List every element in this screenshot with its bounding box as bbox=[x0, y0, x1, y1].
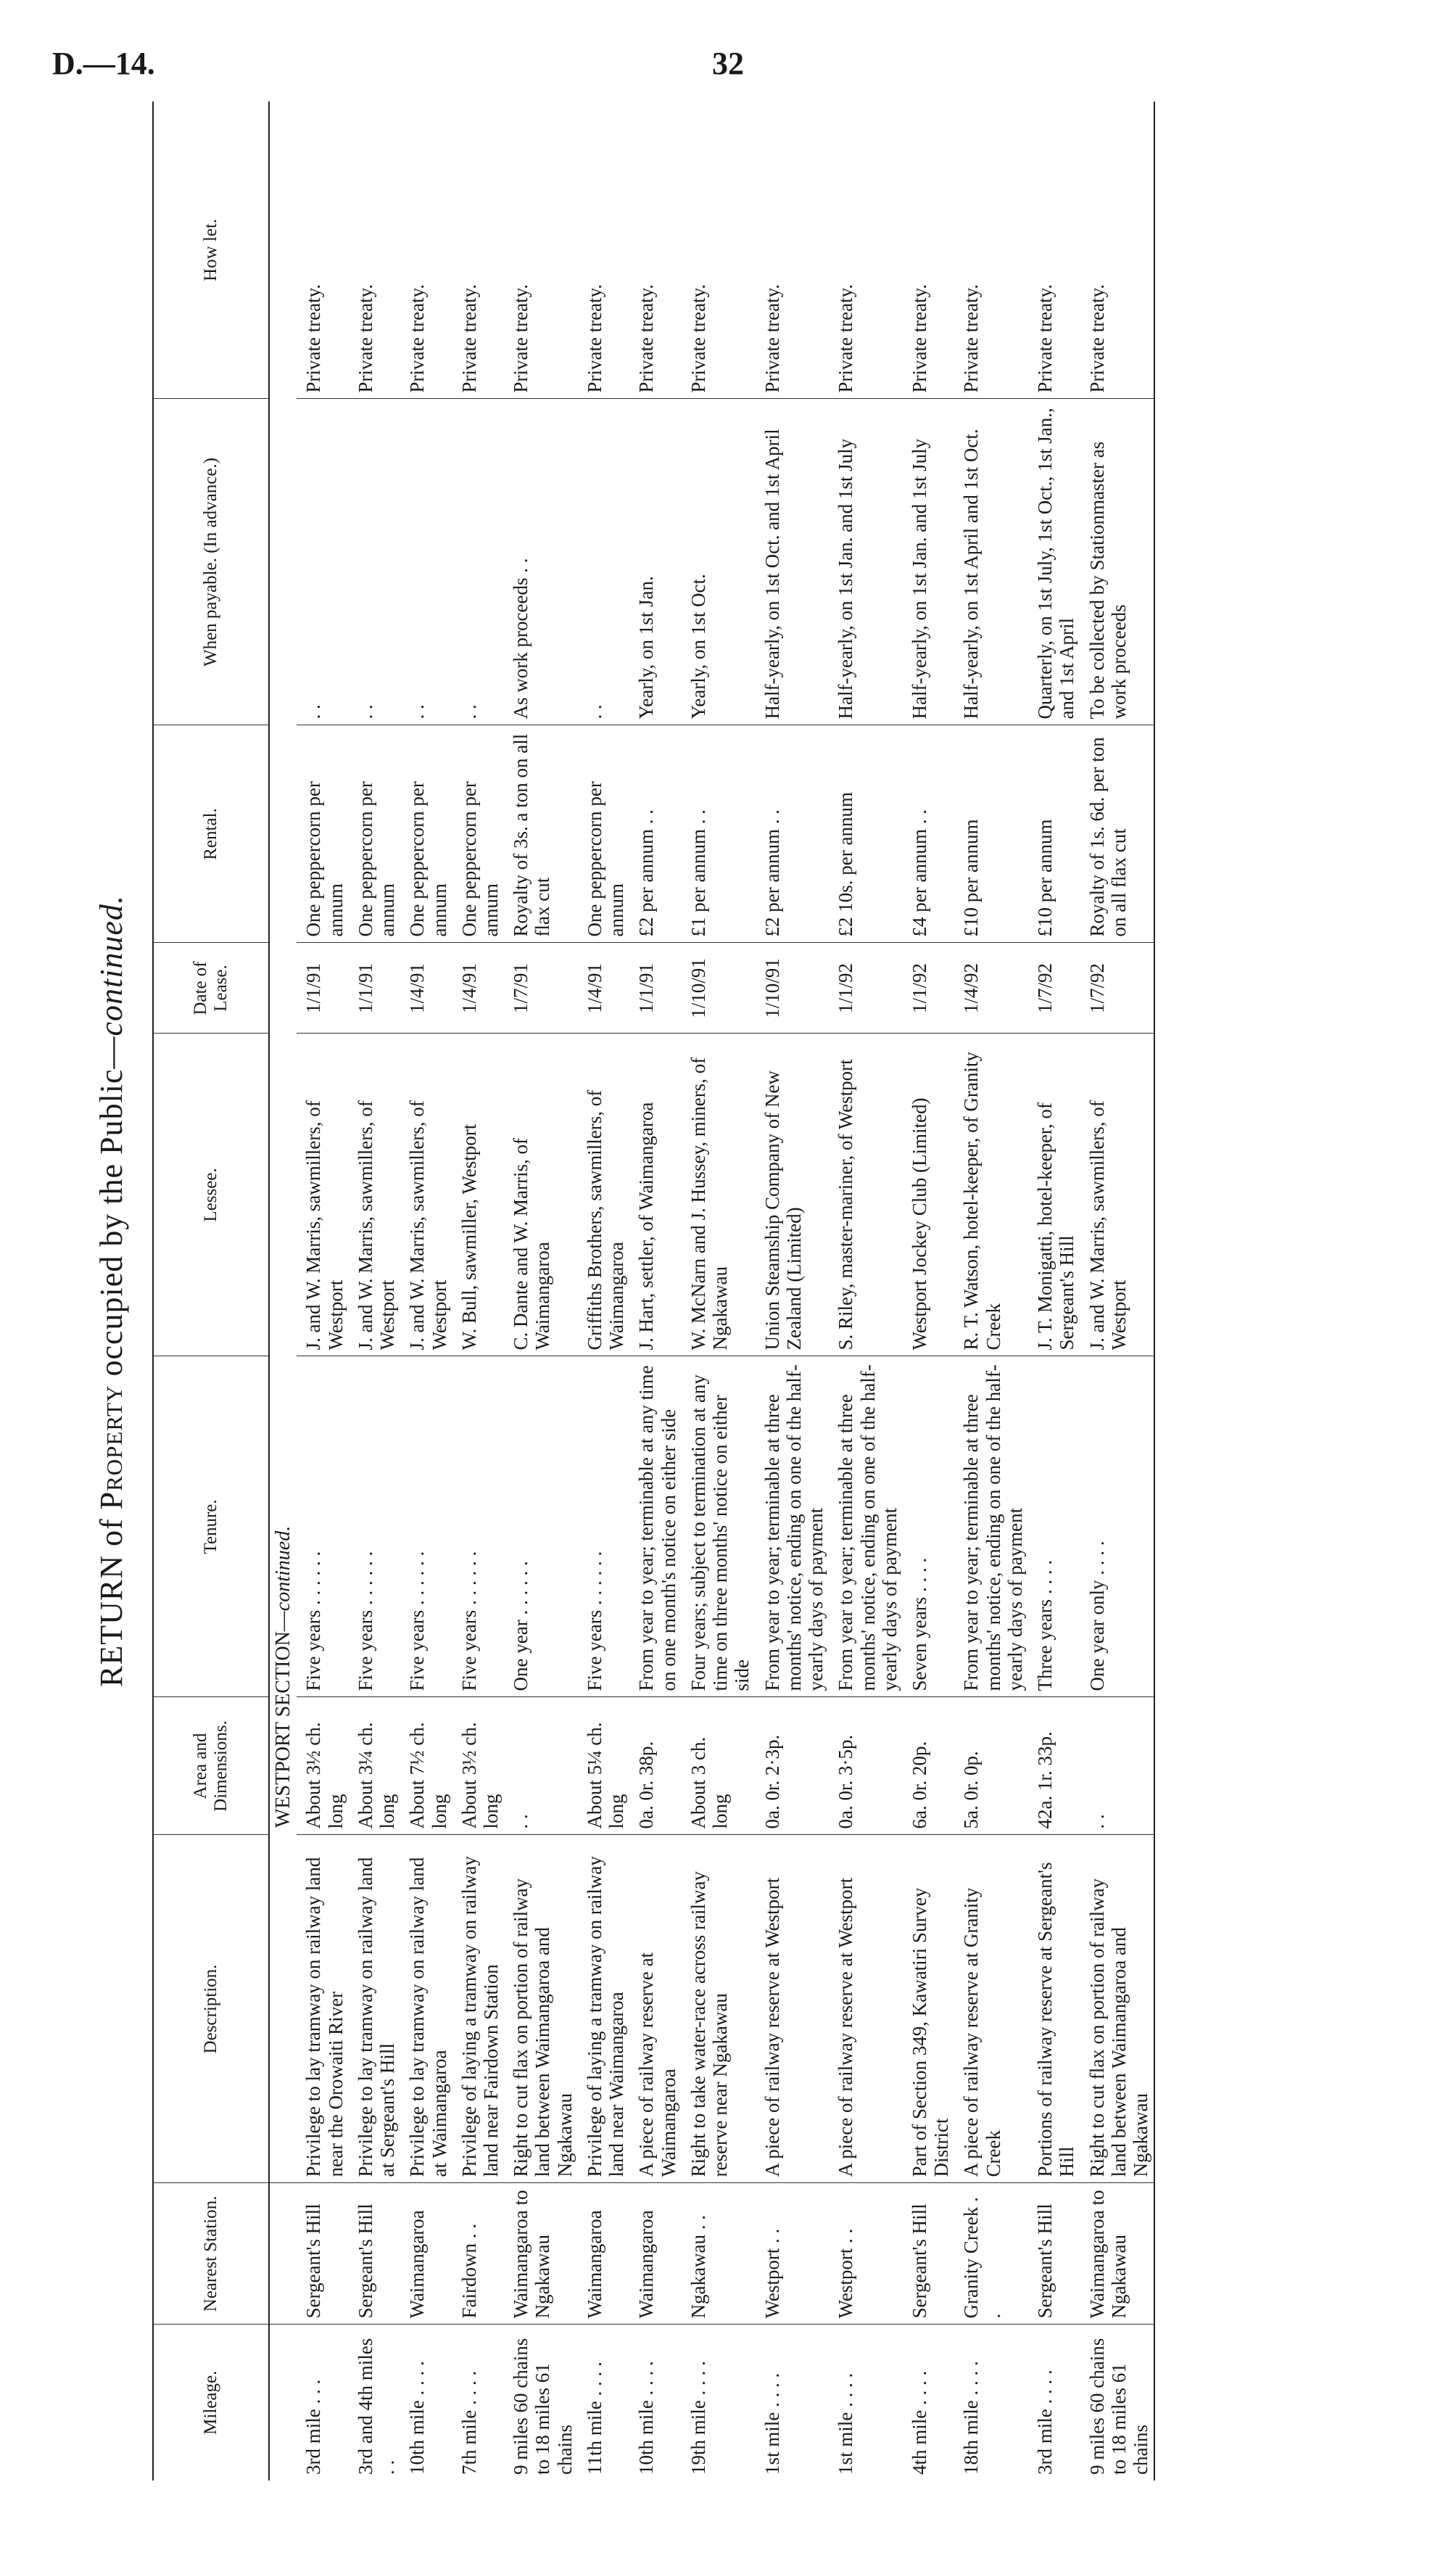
cell-station: Fairdown . . bbox=[452, 2183, 504, 2325]
cell-date: 1/7/91 bbox=[504, 943, 578, 1034]
cell-description: A piece of railway reserve at Westport bbox=[756, 1835, 830, 2183]
page-number: 32 bbox=[712, 46, 744, 81]
cell-station: Waimangaroa bbox=[400, 2183, 452, 2325]
table-row bbox=[452, 102, 504, 2480]
cell-date: 1/4/91 bbox=[452, 943, 504, 1034]
cell-how-let: Private treaty. bbox=[297, 102, 348, 399]
cell-mileage: 10th mile . . . . bbox=[635, 2361, 658, 2475]
cell-mileage: 9 miles 60 chains to 18 miles 61 chains bbox=[1080, 2325, 1155, 2480]
cell-area: . . bbox=[1080, 1697, 1155, 1835]
cell-description: Right to take water-race across railway reserve near Ngakawau bbox=[682, 1835, 756, 2183]
cell-tenure: Five years . . . . . . bbox=[452, 1356, 504, 1697]
cell-date: 1/4/91 bbox=[578, 943, 629, 1034]
cell-tenure: Five years . . . . . . bbox=[297, 1356, 348, 1697]
cell-how-let: Private treaty. bbox=[400, 102, 452, 399]
cell-date: 1/4/91 bbox=[400, 943, 452, 1034]
cell-mileage: 3rd mile . . . bbox=[302, 2379, 325, 2475]
cell-area: About 3½ ch. long bbox=[297, 1697, 348, 1835]
cell-lessee: W. McNarn and J. Hussey, miners, of Ngakawau bbox=[682, 1034, 756, 1356]
cell-description: Portions of railway reserve at Sergeant's Hill bbox=[1028, 1835, 1080, 2183]
cell-rental: One peppercorn per annum bbox=[400, 725, 452, 943]
cell-lessee: J. and W. Marris, sawmillers, of Westport bbox=[400, 1034, 452, 1356]
cell-date: 1/1/91 bbox=[297, 943, 348, 1034]
cell-tenure: One year only . . . . bbox=[1080, 1356, 1155, 1697]
cell-how-let: Private treaty. bbox=[349, 102, 400, 399]
cell-lessee: W. Bull, sawmiller, Westport bbox=[452, 1034, 504, 1356]
cell-station: Waimangaroa bbox=[629, 2183, 681, 2325]
cell-area: 42a. 1r. 33p. bbox=[1028, 1697, 1080, 1835]
cell-lessee: J. Hart, settler, of Waimangaroa bbox=[629, 1034, 681, 1356]
cell-date: 1/1/91 bbox=[349, 943, 400, 1034]
title-suffix: continued. bbox=[94, 894, 129, 1036]
cell-area: 0a. 0r. 38p. bbox=[629, 1697, 681, 1835]
page-reference: D.—14. bbox=[52, 46, 155, 81]
cell-tenure: From year to year; terminable at any time on one month's notice on either side bbox=[629, 1356, 681, 1697]
title-middle: occupied by the Public— bbox=[94, 1036, 129, 1385]
col-when-payable: When payable. (In advance.) bbox=[153, 399, 269, 725]
cell-how-let: Private treaty. bbox=[629, 102, 681, 399]
cell-date: 1/10/91 bbox=[756, 943, 830, 1034]
cell-rental: £2 10s. per annum bbox=[829, 725, 903, 943]
cell-area: . . bbox=[504, 1697, 578, 1835]
cell-rental: One peppercorn per annum bbox=[452, 725, 504, 943]
cell-description: Part of Section 349, Kawatiri Survey District bbox=[903, 1835, 954, 2183]
cell-tenure: Four years; subject to termination at any time on three months' notice on either side bbox=[682, 1356, 756, 1697]
cell-rental: Royalty of 3s. a ton on all flax cut bbox=[504, 725, 578, 943]
cell-payable: Yearly, on 1st Jan. bbox=[629, 399, 681, 725]
cell-date: 1/1/91 bbox=[629, 943, 681, 1034]
cell-station: Sergeant's Hill bbox=[297, 2183, 348, 2325]
table-row bbox=[954, 102, 1028, 2480]
cell-area: About 3 ch. long bbox=[682, 1697, 756, 1835]
section-name: WESTPORT SECTION— bbox=[272, 1611, 294, 1828]
table-row bbox=[629, 102, 681, 2480]
cell-area: About 7½ ch. long bbox=[400, 1697, 452, 1835]
col-description: Description. bbox=[153, 1835, 269, 2183]
cell-payable: Half-yearly, on 1st Oct. and 1st April bbox=[756, 399, 830, 725]
cell-how-let: Private treaty. bbox=[452, 102, 504, 399]
cell-payable: Yearly, on 1st Oct. bbox=[682, 399, 756, 725]
cell-date: 1/1/92 bbox=[829, 943, 903, 1034]
cell-mileage: 10th mile . . . . bbox=[406, 2361, 429, 2475]
table-row bbox=[349, 102, 400, 2480]
table-row bbox=[578, 102, 629, 2480]
cell-date: 1/7/92 bbox=[1028, 943, 1080, 1034]
col-rental: Rental. bbox=[153, 725, 269, 943]
cell-payable: As work proceeds . . bbox=[504, 399, 578, 725]
cell-tenure: One year . . . . . . bbox=[504, 1356, 578, 1697]
cell-station: Sergeant's Hill bbox=[903, 2183, 954, 2325]
cell-date: 1/10/91 bbox=[682, 943, 756, 1034]
cell-mileage: 11th mile . . . . bbox=[583, 2362, 605, 2475]
cell-description: A piece of railway reserve at Westport bbox=[829, 1835, 903, 2183]
cell-mileage: 19th mile . . . . bbox=[687, 2361, 709, 2475]
document-title bbox=[93, 102, 130, 2480]
cell-description: Right to cut flax on portion of railway land between Waimangaroa and Ngakawau bbox=[504, 1835, 578, 2183]
cell-payable: Quarterly, on 1st July, 1st Oct., 1st Jan., and 1st April bbox=[1028, 399, 1080, 725]
cell-area: 6a. 0r. 20p. bbox=[903, 1697, 954, 1835]
cell-mileage: 1st mile . . . . bbox=[835, 2372, 857, 2475]
cell-area: 0a. 0r. 3·5p. bbox=[829, 1697, 903, 1835]
cell-rental: £4 per annum . . bbox=[903, 725, 954, 943]
cell-description: A piece of railway reserve at Waimangaroa bbox=[629, 1835, 681, 2183]
cell-how-let: Private treaty. bbox=[682, 102, 756, 399]
cell-rental: £1 per annum . . bbox=[682, 725, 756, 943]
cell-tenure: Seven years . . . . bbox=[903, 1356, 954, 1697]
cell-payable: Half-yearly, on 1st Jan. and 1st July bbox=[829, 399, 903, 725]
cell-lessee: J. T. Monigatti, hotel-keeper, of Sergeant's Hill bbox=[1028, 1034, 1080, 1356]
cell-area: About 5¼ ch. long bbox=[578, 1697, 629, 1835]
cell-rental: One peppercorn per annum bbox=[297, 725, 348, 943]
cell-rental: £2 per annum . . bbox=[756, 725, 830, 943]
cell-station: Ngakawau . . bbox=[682, 2183, 756, 2325]
col-area: Area and Dimensions. bbox=[153, 1697, 269, 1835]
cell-description: Privilege to lay tramway on railway land at Waimangaroa bbox=[400, 1835, 452, 2183]
cell-lessee: Union Steamship Company of New Zealand (Limited) bbox=[756, 1034, 830, 1356]
cell-payable: . . bbox=[578, 399, 629, 725]
table-row bbox=[1080, 102, 1155, 2480]
cell-area: 5a. 0r. 0p. bbox=[954, 1697, 1028, 1835]
table-row bbox=[903, 102, 954, 2480]
cell-area: About 3¼ ch. long bbox=[349, 1697, 400, 1835]
section-suffix: continued. bbox=[272, 1525, 294, 1612]
col-tenure: Tenure. bbox=[153, 1356, 269, 1697]
cell-station: Waimangaroa to Ngakawau bbox=[504, 2183, 578, 2325]
cell-description: Privilege of laying a tramway on railway land near Fairdown Station bbox=[452, 1835, 504, 2183]
cell-station: Sergeant's Hill bbox=[349, 2183, 400, 2325]
col-nearest-station: Nearest Station. bbox=[153, 2183, 269, 2325]
cell-lessee: R. T. Watson, hotel-keeper, of Granity Creek bbox=[954, 1034, 1028, 1356]
cell-lessee: J. and W. Marris, sawmillers, of Westport bbox=[297, 1034, 348, 1356]
cell-payable: . . bbox=[400, 399, 452, 725]
cell-station: Westport . . bbox=[829, 2183, 903, 2325]
cell-lessee: C. Dante and W. Marris, of Waimangaroa bbox=[504, 1034, 578, 1356]
cell-payable: Half-yearly, on 1st Jan. and 1st July bbox=[903, 399, 954, 725]
cell-how-let: Private treaty. bbox=[829, 102, 903, 399]
cell-how-let: Private treaty. bbox=[1028, 102, 1080, 399]
property-table bbox=[152, 102, 1155, 2480]
section-row bbox=[269, 102, 297, 2480]
cell-how-let: Private treaty. bbox=[903, 102, 954, 399]
cell-description: A piece of railway reserve at Granity Creek bbox=[954, 1835, 1028, 2183]
cell-station: Granity Creek . . bbox=[954, 2183, 1028, 2325]
cell-station: Waimangaroa to Ngakawau bbox=[1080, 2183, 1155, 2325]
cell-payable: . . bbox=[297, 399, 348, 725]
header-row bbox=[153, 102, 269, 2480]
cell-mileage: 18th mile . . . . bbox=[960, 2361, 983, 2475]
table-row bbox=[504, 102, 578, 2480]
cell-lessee: Westport Jockey Club (Limited) bbox=[903, 1034, 954, 1356]
cell-rental: £2 per annum . . bbox=[629, 725, 681, 943]
cell-lessee: Griffiths Brothers, sawmillers, of Waimangaroa bbox=[578, 1034, 629, 1356]
cell-date: 1/4/92 bbox=[954, 943, 1028, 1034]
cell-how-let: Private treaty. bbox=[1080, 102, 1155, 399]
cell-station: Westport . . bbox=[756, 2183, 830, 2325]
cell-mileage: 9 miles 60 chains to 18 miles 61 chains bbox=[510, 2338, 576, 2475]
col-how-let: How let. bbox=[153, 102, 269, 399]
title-prefix: RETURN of bbox=[94, 1509, 129, 1688]
cell-station: Waimangaroa bbox=[578, 2183, 629, 2325]
cell-how-let: Private treaty. bbox=[756, 102, 830, 399]
cell-tenure: Five years . . . . . . bbox=[400, 1356, 452, 1697]
table-row bbox=[682, 102, 756, 2480]
title-smallcaps: Property bbox=[94, 1385, 129, 1510]
cell-description: Privilege to lay tramway on railway land at Sergeant's Hill bbox=[349, 1835, 400, 2183]
cell-rental: Royalty of 1s. 6d. per ton on all flax cut bbox=[1080, 725, 1155, 943]
cell-mileage: 4th mile . . . . bbox=[908, 2370, 930, 2475]
cell-tenure: Five years . . . . . . bbox=[578, 1356, 629, 1697]
cell-description: Privilege of laying a tramway on railway land near Waimangaroa bbox=[578, 1835, 629, 2183]
cell-payable: Half-yearly, on 1st April and 1st Oct. bbox=[954, 399, 1028, 725]
cell-rental: One peppercorn per annum bbox=[578, 725, 629, 943]
cell-mileage: 1st mile . . . . bbox=[761, 2372, 783, 2475]
col-date: Date of Lease. bbox=[153, 943, 269, 1034]
cell-rental: £10 per annum bbox=[1028, 725, 1080, 943]
cell-payable: . . bbox=[452, 399, 504, 725]
cell-lessee: J. and W. Marris, sawmillers, of Westport bbox=[1080, 1034, 1155, 1356]
col-lessee: Lessee. bbox=[153, 1034, 269, 1356]
cell-description: Privilege to lay tramway on railway land near the Orowaiti River bbox=[297, 1835, 348, 2183]
cell-how-let: Private treaty. bbox=[578, 102, 629, 399]
cell-station: Sergeant's Hill bbox=[1028, 2183, 1080, 2325]
cell-mileage: 3rd mile . . . . bbox=[1034, 2370, 1056, 2475]
cell-tenure: Five years . . . . . . bbox=[349, 1356, 400, 1697]
cell-area: 0a. 0r. 2·3p. bbox=[756, 1697, 830, 1835]
table-row bbox=[297, 102, 348, 2480]
table-row bbox=[1028, 102, 1080, 2480]
cell-payable: . . bbox=[349, 399, 400, 725]
cell-how-let: Private treaty. bbox=[954, 102, 1028, 399]
col-mileage: Mileage. bbox=[153, 2325, 269, 2480]
table-row bbox=[756, 102, 830, 2480]
section-heading bbox=[269, 102, 297, 1835]
cell-tenure: From year to year; terminable at three months' notice, ending on one of the half-yearly days of payment bbox=[954, 1356, 1028, 1697]
cell-rental: One peppercorn per annum bbox=[349, 725, 400, 943]
cell-rental: £10 per annum bbox=[954, 725, 1028, 943]
table-row bbox=[400, 102, 452, 2480]
cell-area: About 3½ ch. long bbox=[452, 1697, 504, 1835]
cell-tenure: Three years . . . . bbox=[1028, 1356, 1080, 1697]
cell-date: 1/1/92 bbox=[903, 943, 954, 1034]
cell-date: 1/7/92 bbox=[1080, 943, 1155, 1034]
cell-lessee: J. and W. Marris, sawmillers, of Westport bbox=[349, 1034, 400, 1356]
table-row bbox=[829, 102, 903, 2480]
cell-payable: To be collected by Stationmaster as work proceeds bbox=[1080, 399, 1155, 725]
cell-tenure: From year to year; terminable at three months' notice, ending on one of the half-yearly days of payment bbox=[756, 1356, 830, 1697]
cell-mileage: 3rd and 4th miles . . bbox=[354, 2338, 399, 2475]
rotated-table-region bbox=[80, 102, 1421, 2480]
cell-mileage: 7th mile . . . . bbox=[458, 2370, 480, 2475]
cell-how-let: Private treaty. bbox=[504, 102, 578, 399]
cell-lessee: S. Riley, master-mariner, of Westport bbox=[829, 1034, 903, 1356]
cell-tenure: From year to year; terminable at three months' notice, ending on one of the half-yearly days of payment bbox=[829, 1356, 903, 1697]
cell-description: Right to cut flax on portion of railway land between Waimangaroa and Ngakawau bbox=[1080, 1835, 1155, 2183]
